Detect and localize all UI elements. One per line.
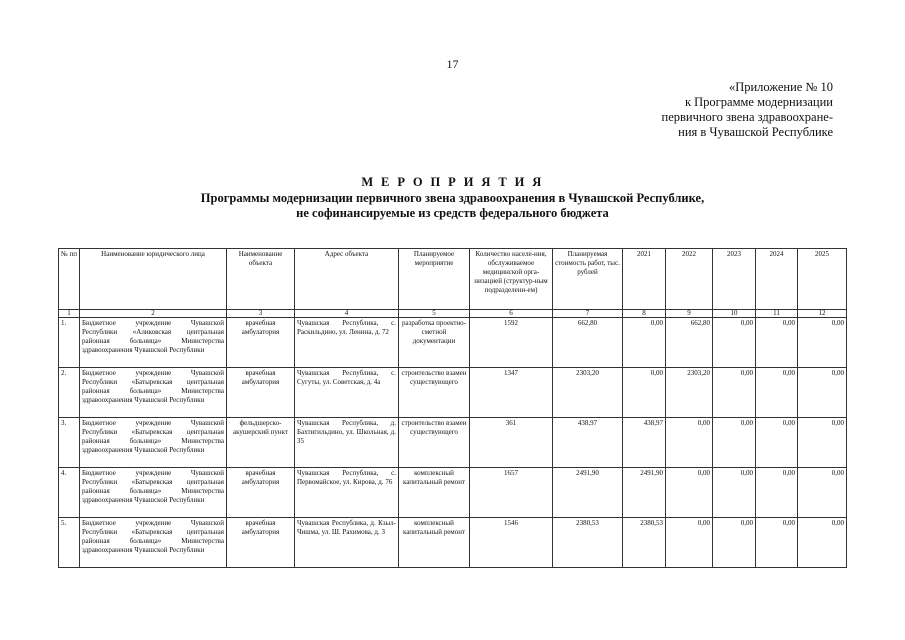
object-name: врачебная амбулатория: [227, 518, 295, 568]
amount-2023: 0,00: [713, 368, 756, 418]
object-name: фельдшерско-акушерский пункт: [227, 418, 295, 468]
organization-name: Бюджетное учреждение Чувашской Республики «Батыревская центральная районная больница» Министерства здравоохранения Чувашской Республики: [80, 368, 227, 418]
header-cell-object: Наименование объекта: [227, 249, 295, 310]
column-number: 8: [623, 310, 666, 318]
amount-2022: 0,00: [666, 518, 713, 568]
planned-event: строительство взамен существующего: [399, 418, 470, 468]
column-number: 4: [295, 310, 399, 318]
header-cell-2023: 2023: [713, 249, 756, 310]
row-number: 2.: [59, 368, 80, 418]
column-number-row: [59, 310, 847, 318]
object-name: врачебная амбулатория: [227, 318, 295, 368]
amount-2024: 0,00: [756, 318, 798, 368]
table-row: [59, 418, 847, 468]
planned-cost: 438,97: [553, 418, 623, 468]
table-row: [59, 518, 847, 568]
measures-table: [58, 248, 847, 568]
column-number: 6: [470, 310, 553, 318]
column-number: 2: [80, 310, 227, 318]
amount-2022: 0,00: [666, 468, 713, 518]
population-served: 361: [470, 418, 553, 468]
document-subtitle: [0, 191, 905, 221]
row-number: 5.: [59, 518, 80, 568]
header-cell-population: Количество населе-ния, обслуживаемое медицинской орга-низацией (структур-ным подразделени-ем): [470, 249, 553, 310]
amount-2024: 0,00: [756, 418, 798, 468]
amount-2021: 2491,90: [623, 468, 666, 518]
column-number: 9: [666, 310, 713, 318]
planned-cost: 662,80: [553, 318, 623, 368]
population-served: 1657: [470, 468, 553, 518]
appendix-line: «Приложение № 10: [728, 80, 833, 94]
header-cell-address: Адрес объекта: [295, 249, 399, 310]
column-number: 7: [553, 310, 623, 318]
column-number: 10: [713, 310, 756, 318]
amount-2021: 438,97: [623, 418, 666, 468]
object-address: Чувашская Республика, с. Раскильдино, ул. Ленина, д. 72: [295, 318, 399, 368]
table-row: [59, 318, 847, 368]
organization-name: Бюджетное учреждение Чувашской Республики «Аликовская центральная районная больница» Министерства здравоохранения Чувашской Республики: [80, 318, 227, 368]
header-cell-event: Планируемое мероприятие: [399, 249, 470, 310]
appendix-line: к Программе модернизации: [684, 95, 833, 109]
header-cell-number: № пп: [59, 249, 80, 310]
column-number: 12: [798, 310, 847, 318]
amount-2023: 0,00: [713, 318, 756, 368]
page-number: 17: [446, 57, 459, 71]
amount-2024: 0,00: [756, 518, 798, 568]
object-address: Чувашская Республика, с. Сугуты, ул. Советская, д. 4а: [295, 368, 399, 418]
appendix-caption: [662, 80, 834, 140]
planned-event: комплексный капитальный ремонт: [399, 468, 470, 518]
row-number: 1.: [59, 318, 80, 368]
amount-2025: 0,00: [798, 368, 847, 418]
amount-2022: 662,80: [666, 318, 713, 368]
row-number: 3.: [59, 418, 80, 468]
header-cell-2024: 2024: [756, 249, 798, 310]
object-address: Чувашская Республика, д. Кзыл-Чишма, ул. Ш. Рахимова, д. 3: [295, 518, 399, 568]
amount-2024: 0,00: [756, 468, 798, 518]
amount-2024: 0,00: [756, 368, 798, 418]
population-served: 1592: [470, 318, 553, 368]
table-header-row: [59, 249, 847, 310]
subtitle-line: не софинансируемые из средств федерального бюджета: [296, 206, 609, 220]
row-number: 4.: [59, 468, 80, 518]
appendix-line: первичного звена здравоохране-: [661, 110, 833, 124]
amount-2023: 0,00: [713, 468, 756, 518]
amount-2025: 0,00: [798, 468, 847, 518]
amount-2021: 2380,53: [623, 518, 666, 568]
appendix-line: ния в Чувашской Республике: [678, 125, 833, 139]
amount-2025: 0,00: [798, 318, 847, 368]
planned-cost: 2491,90: [553, 468, 623, 518]
population-served: 1347: [470, 368, 553, 418]
object-address: Чувашская Республика, д. Бахтигильдино, ул. Школьная, д. 35: [295, 418, 399, 468]
subtitle-line: Программы модернизации первичного звена здравоохранения в Чувашской Республике,: [200, 191, 705, 205]
header-cell-2025: 2025: [798, 249, 847, 310]
document-heading: М Е Р О П Р И Я Т И Я: [361, 175, 544, 189]
amount-2022: 2303,20: [666, 368, 713, 418]
header-cell-2021: 2021: [623, 249, 666, 310]
planned-event: разработка проектно-сметной документации: [399, 318, 470, 368]
object-name: врачебная амбулатория: [227, 368, 295, 418]
object-name: врачебная амбулатория: [227, 468, 295, 518]
column-number: 5: [399, 310, 470, 318]
planned-cost: 2380,53: [553, 518, 623, 568]
header-cell-organization: Наименование юридического лица: [80, 249, 227, 310]
table-row: [59, 468, 847, 518]
planned-event: строительство взамен существующего: [399, 368, 470, 418]
column-number: 11: [756, 310, 798, 318]
header-cell-cost: Планируемая стоимость работ, тыс. рублей: [553, 249, 623, 310]
population-served: 1546: [470, 518, 553, 568]
amount-2025: 0,00: [798, 418, 847, 468]
amount-2021: 0,00: [623, 368, 666, 418]
planned-event: комплексный капитальный ремонт: [399, 518, 470, 568]
amount-2021: 0,00: [623, 318, 666, 368]
amount-2023: 0,00: [713, 418, 756, 468]
amount-2025: 0,00: [798, 518, 847, 568]
object-address: Чувашская Республика, с. Первомайское, ул. Кирова, д. 76: [295, 468, 399, 518]
column-number: 3: [227, 310, 295, 318]
table-row: [59, 368, 847, 418]
organization-name: Бюджетное учреждение Чувашской Республики «Батыревская центральная районная больница» Министерства здравоохранения Чувашской Республики: [80, 518, 227, 568]
organization-name: Бюджетное учреждение Чувашской Республики «Батыревская центральная районная больница» Министерства здравоохранения Чувашской Республики: [80, 468, 227, 518]
organization-name: Бюджетное учреждение Чувашской Республики «Батыревская центральная районная больница» Министерства здравоохранения Чувашской Республики: [80, 418, 227, 468]
amount-2022: 0,00: [666, 418, 713, 468]
column-number: 1: [59, 310, 80, 318]
amount-2023: 0,00: [713, 518, 756, 568]
header-cell-2022: 2022: [666, 249, 713, 310]
planned-cost: 2303,20: [553, 368, 623, 418]
